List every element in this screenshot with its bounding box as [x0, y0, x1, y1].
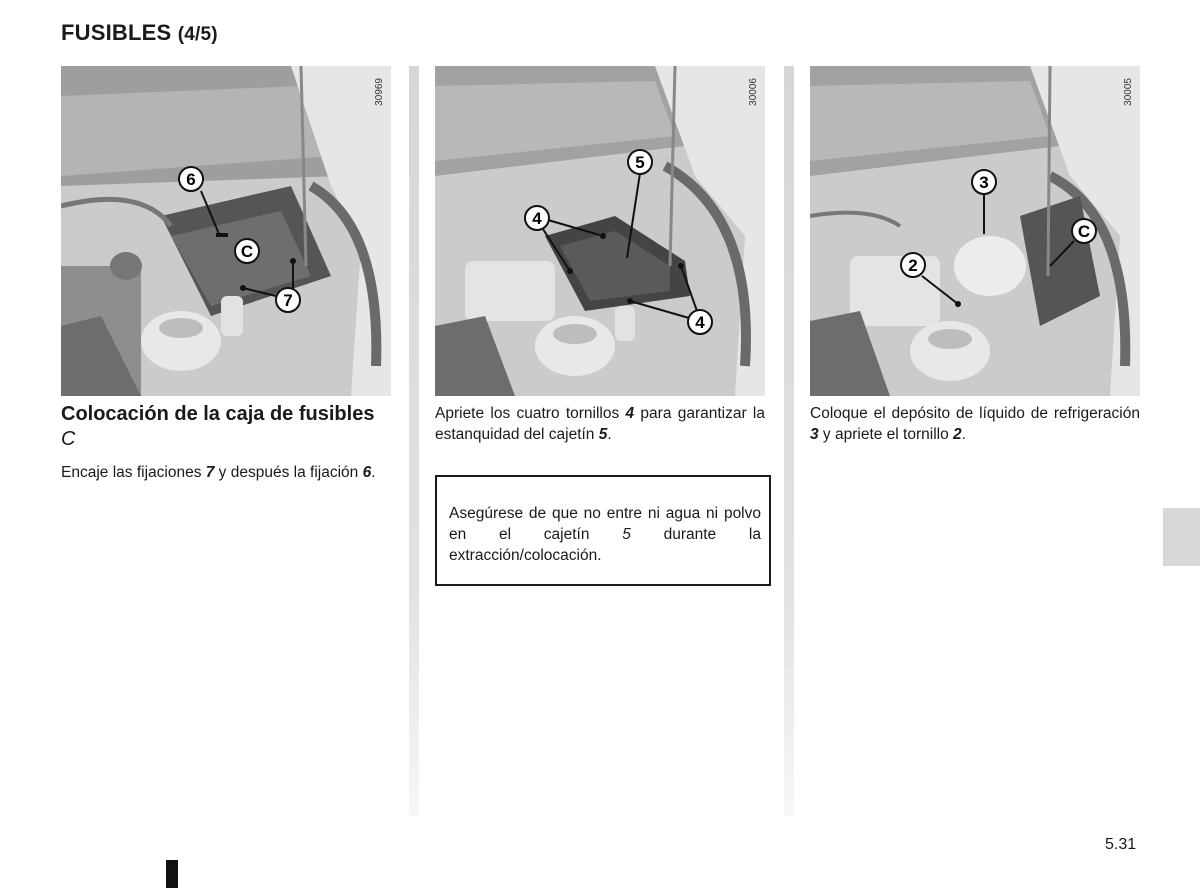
figure-engine-bay-2 — [435, 66, 765, 396]
chapter-tab — [1163, 508, 1200, 566]
callout-c3-label: C — [1077, 222, 1091, 241]
warning-note-box — [435, 475, 771, 586]
note-post: durante la extracción/colocación. — [449, 526, 761, 564]
column-separator-1 — [409, 66, 419, 816]
page-number: 5.31 — [1105, 836, 1137, 853]
col2-body-post: . — [607, 426, 612, 443]
col3-body-mid: y apriete el tornillo — [818, 426, 954, 443]
col3-body-ref2: 2 — [953, 426, 962, 443]
figure-code-3: 30005 — [1123, 78, 1134, 106]
engine-illustration-1 — [61, 66, 391, 396]
callout-c — [235, 239, 259, 263]
page-title-part: (4/5) — [177, 24, 218, 45]
callout-5-label: 5 — [635, 153, 645, 172]
page-title — [61, 20, 218, 46]
col1-body-mid: y después la fijación — [214, 464, 363, 481]
callout-c-label: C — [240, 242, 254, 261]
figure-code-2: 30006 — [748, 78, 759, 106]
section-heading-ref: C — [61, 428, 76, 450]
figure-engine-bay-1 — [61, 66, 391, 396]
note-pre: Asegúrese de que no entre ni agua ni polvo en el cajetín — [449, 505, 761, 543]
callout-7-label: 7 — [283, 291, 293, 310]
figure-engine-bay-3 — [810, 66, 1140, 396]
callout-6-label: 6 — [186, 170, 196, 189]
col2-body-ref2: 5 — [598, 426, 608, 443]
crop-mark — [166, 860, 178, 888]
column-separator-2 — [784, 66, 794, 816]
col1-body-post: . — [371, 464, 376, 481]
note-ref: 5 — [622, 526, 631, 543]
col3-body — [810, 403, 1140, 445]
figure-code-1: 30969 — [374, 78, 385, 106]
col1-body-ref1: 7 — [205, 464, 215, 481]
col2-body-mid: para garantizar la estanquidad del cajetín — [435, 405, 766, 443]
section-heading — [61, 402, 391, 452]
col3-body-pre: Coloque el depósito de líquido de refrigeración — [810, 405, 1140, 422]
col2-body — [435, 403, 765, 445]
engine-illustration-3 — [810, 66, 1140, 396]
callout-4-bottom-label: 4 — [695, 313, 705, 332]
col1-body-pre: Encaje las fijaciones — [61, 464, 206, 481]
col3-body-ref1: 3 — [810, 426, 819, 443]
warning-note-text — [449, 483, 761, 566]
col3-body-post: . — [961, 426, 966, 443]
page-title-text: FUSIBLES — [61, 20, 172, 45]
col2-body-pre: Apriete los cuatro tornillos — [435, 405, 626, 422]
col1-body — [61, 462, 391, 483]
callout-4-top-label: 4 — [532, 209, 542, 228]
callout-2-label: 2 — [908, 256, 918, 275]
engine-illustration-2 — [435, 66, 765, 396]
section-heading-text: Colocación de la caja de fusibles — [61, 403, 375, 425]
col1-body-ref2: 6 — [362, 464, 372, 481]
callout-3-label: 3 — [979, 173, 989, 192]
col2-body-ref1: 4 — [625, 405, 635, 422]
